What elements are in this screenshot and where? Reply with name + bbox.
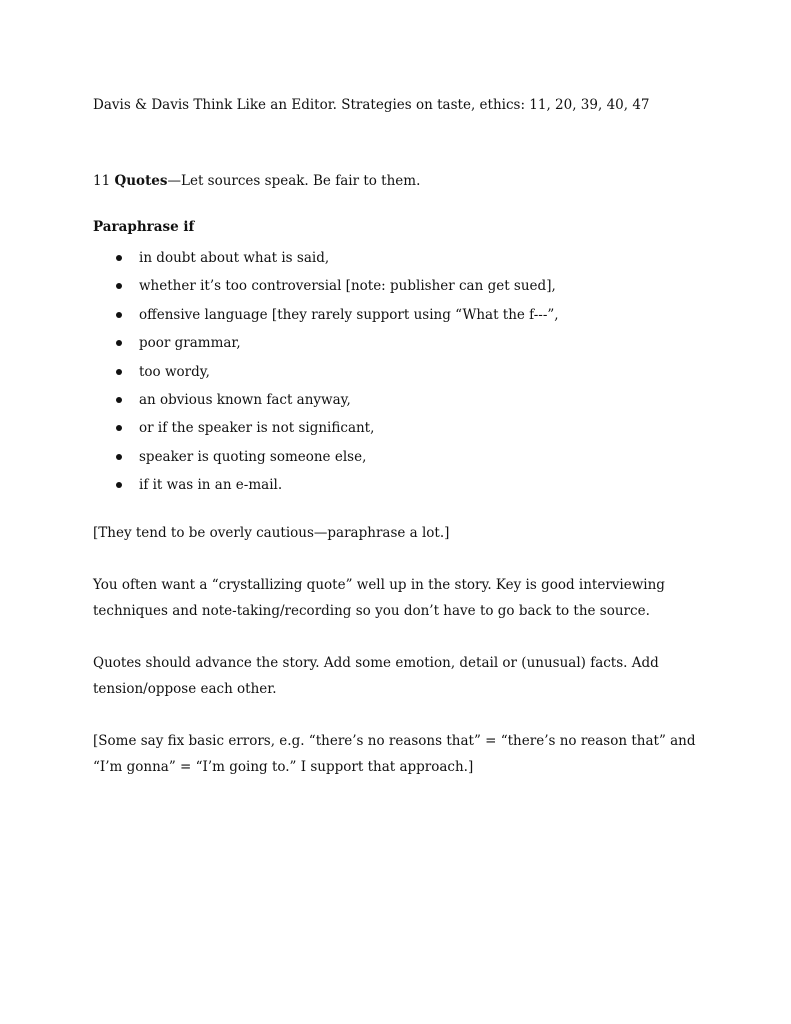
paraphrase-list [93, 244, 703, 500]
list-item-text: poor grammar, [139, 335, 241, 352]
fix-errors-note: [Some say fix basic errors, e.g. “there’s no reasons that” = “there’s no reason that” and “I’m gonna” = “I’m going to.” I support that approach.] [93, 732, 696, 775]
list-item [93, 414, 703, 442]
list-item-text: if it was in an e-mail. [139, 477, 283, 494]
document-body [93, 92, 703, 806]
list-item-text: whether it’s too controversial [note: publisher can get sued], [139, 278, 556, 295]
bullet-icon [116, 425, 122, 431]
section-number: 11 [93, 173, 115, 189]
list-item-text: offensive language [they rarely support using “What the f---”, [139, 306, 559, 323]
crystallizing-quote-paragraph: You often want a “crystallizing quote” well up in the story. Key is good interviewing techniques and note-taking/recording so you don’t have to go back to the source. [93, 576, 665, 619]
list-item-text: an obvious known fact anyway, [139, 391, 351, 408]
bullet-icon [116, 482, 122, 488]
list-item-text: speaker is quoting someone else, [139, 448, 367, 465]
list-item-text: or if the speaker is not significant, [139, 420, 375, 437]
advance-story-paragraph: Quotes should advance the story. Add some emotion, detail or (unusual) facts. Add tension/oppose each other. [93, 654, 659, 697]
bullet-icon [116, 454, 122, 460]
section-summary: —Let sources speak. Be fair to them. [167, 173, 421, 189]
source-reference: Davis & Davis Think Like an Editor. Strategies on taste, ethics: 11, 20, 39, 40, 47 [93, 97, 650, 113]
list-item [93, 301, 703, 329]
list-item [93, 272, 703, 300]
bullet-icon [116, 312, 122, 318]
bullet-icon [116, 397, 122, 403]
section-quotes-line [93, 168, 703, 194]
bullet-icon [116, 283, 122, 289]
list-item [93, 358, 703, 386]
list-item [93, 329, 703, 357]
bullet-icon [116, 255, 122, 261]
bullet-icon [116, 340, 122, 346]
list-item-text: in doubt about what is said, [139, 250, 330, 266]
bullet-icon [116, 369, 122, 375]
section-title: Quotes [114, 173, 168, 189]
list-item [93, 244, 703, 272]
list-item [93, 443, 703, 471]
list-item [93, 386, 703, 414]
list-item-text: too wordy, [139, 363, 210, 380]
paraphrase-heading: Paraphrase if [93, 219, 195, 235]
cautious-note: [They tend to be overly cautious—paraphrase a lot.] [93, 524, 450, 541]
list-item [93, 471, 703, 499]
